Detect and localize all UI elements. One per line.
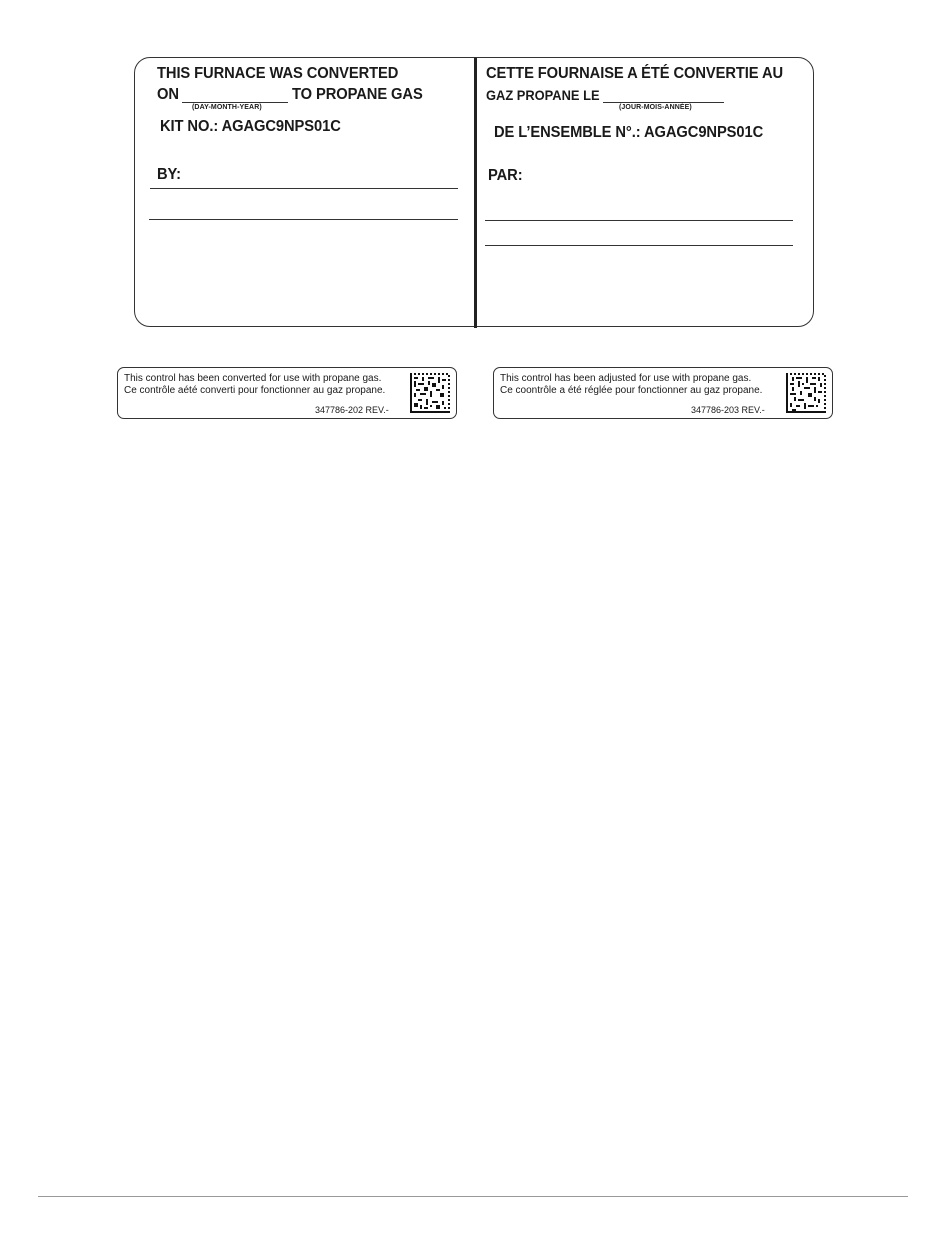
english-by-field[interactable] — [150, 188, 458, 189]
control-label-part-number: 347786-202 REV.- — [315, 405, 389, 415]
control-label-text — [124, 373, 385, 397]
english-date-caption: (DAY-MONTH-YEAR) — [192, 104, 262, 111]
english-heading: THIS FURNACE WAS CONVERTED — [157, 65, 399, 82]
control-label-text — [500, 373, 762, 397]
english-date-field[interactable] — [182, 102, 288, 103]
english-by-field-2[interactable] — [149, 219, 458, 220]
french-date-field[interactable] — [603, 102, 724, 103]
french-kit-number: DE L’ENSEMBLE N°.: AGAGC9NPS01C — [494, 124, 764, 141]
control-label-french: Ce contrôle aété converti pour fonctionner au gaz propane. — [124, 385, 386, 396]
french-par-field[interactable] — [485, 220, 793, 221]
control-label-part-number: 347786-203 REV.- — [691, 405, 765, 415]
english-kit-number: KIT NO.: AGAGC9NPS01C — [160, 118, 341, 135]
datamatrix-code-icon — [410, 373, 450, 413]
label-divider — [474, 58, 477, 328]
french-par-field-2[interactable] — [485, 245, 793, 246]
english-by-label: BY: — [157, 166, 181, 183]
control-label-adjusted — [493, 367, 833, 419]
control-label-french: Ce coontrôle a été réglée pour fonctionner au gaz propane. — [500, 385, 763, 396]
french-par-label: PAR: — [488, 167, 523, 184]
datamatrix-code-icon — [786, 373, 826, 413]
french-heading: CETTE FOURNAISE A ÉTÉ CONVERTIE AU — [486, 65, 784, 82]
french-date-caption: (JOUR-MOIS-ANNÉE) — [619, 104, 692, 111]
control-label-converted — [117, 367, 457, 419]
footer-rule — [38, 1196, 908, 1197]
english-to-propane: TO PROPANE GAS — [292, 86, 423, 103]
control-label-english: This control has been adjusted for use with propane gas. — [500, 373, 752, 384]
control-label-english: This control has been converted for use with propane gas. — [124, 373, 382, 384]
french-propane-line: GAZ PROPANE LE — [486, 87, 600, 103]
english-on-label: ON — [157, 86, 179, 103]
